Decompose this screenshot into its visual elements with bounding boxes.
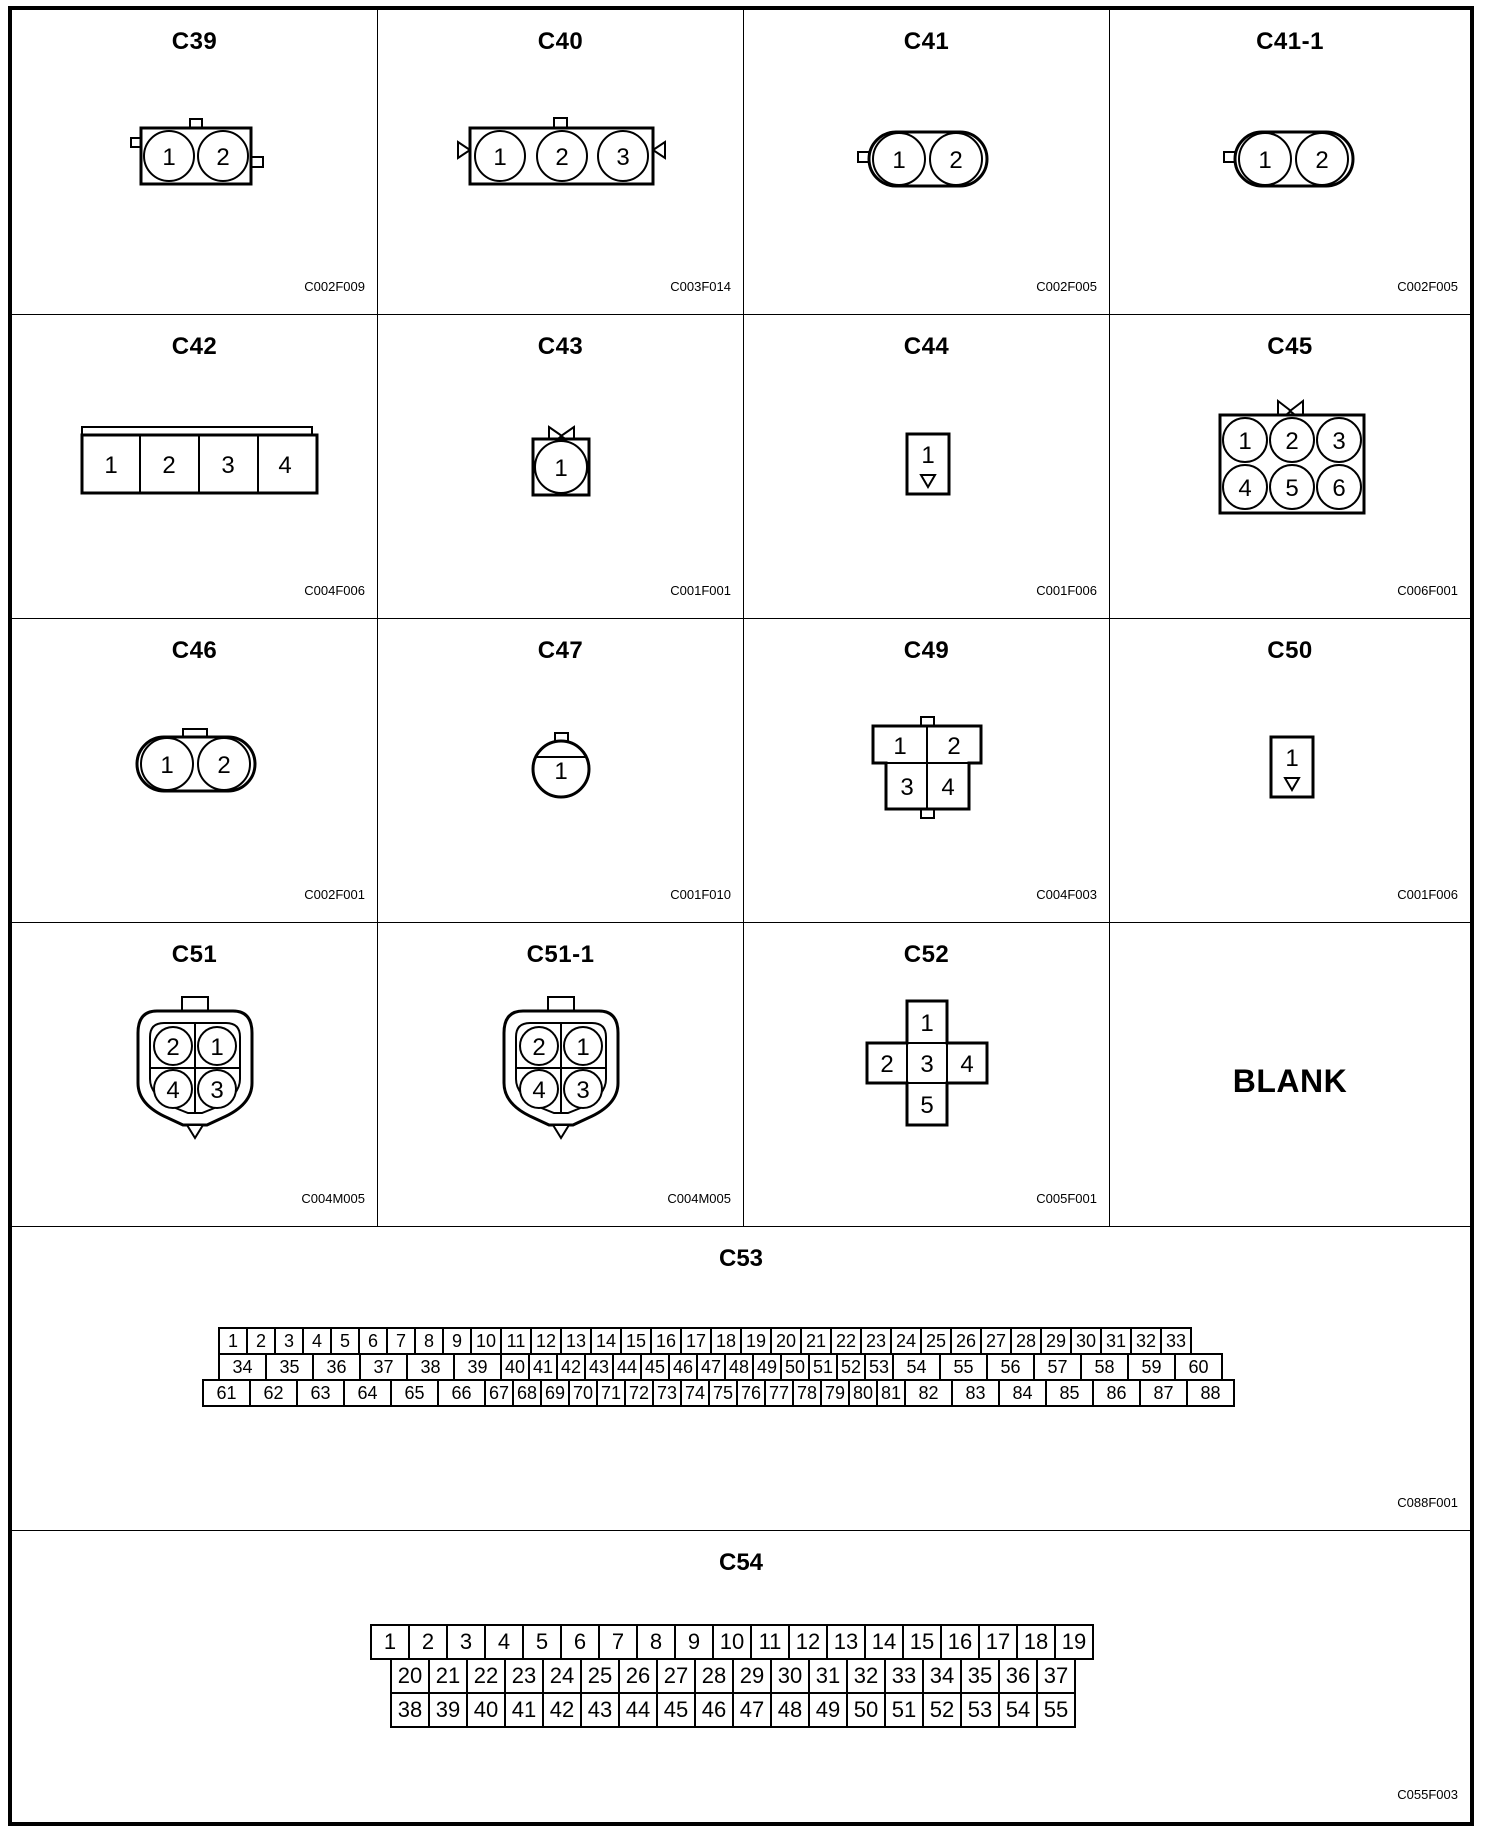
pin-5: 5 xyxy=(1285,475,1299,502)
part-code: C006F001 xyxy=(1397,583,1458,598)
pin-31: 31 xyxy=(808,1658,848,1694)
connector-label: C52 xyxy=(903,941,950,968)
pin-80: 80 xyxy=(848,1379,878,1407)
pin-57: 57 xyxy=(1033,1353,1082,1381)
pin-32: 32 xyxy=(1130,1327,1162,1355)
pin-38: 38 xyxy=(406,1353,455,1381)
pin-1: 1 xyxy=(1238,428,1252,455)
pin-37: 37 xyxy=(359,1353,408,1381)
connector-c50 xyxy=(1109,618,1471,923)
connector-c51-face xyxy=(12,923,379,1228)
pin-1: 1 xyxy=(892,147,906,174)
pin-52: 52 xyxy=(922,1692,962,1728)
connector-label: C46 xyxy=(171,637,218,664)
pin-38: 38 xyxy=(390,1692,430,1728)
part-code: C002F001 xyxy=(304,887,365,902)
connector-c52 xyxy=(743,922,1110,1227)
connector-label: C53 xyxy=(718,1245,764,1272)
pin-1: 1 xyxy=(1258,147,1272,174)
connector-c40 xyxy=(377,9,744,315)
pin-48: 48 xyxy=(724,1353,754,1381)
pin-34: 34 xyxy=(922,1658,962,1694)
pin-2: 2 xyxy=(217,752,231,779)
pin-4: 4 xyxy=(532,1077,546,1104)
pin-45: 45 xyxy=(640,1353,670,1381)
pin-22: 22 xyxy=(466,1658,506,1694)
connector-c44 xyxy=(743,314,1110,619)
pin-2: 2 xyxy=(246,1327,276,1355)
pin-84: 84 xyxy=(998,1379,1047,1407)
pin-1: 1 xyxy=(218,1327,248,1355)
part-code: C002F009 xyxy=(304,279,365,294)
pin-72: 72 xyxy=(624,1379,654,1407)
pin-87: 87 xyxy=(1139,1379,1188,1407)
pin-2: 2 xyxy=(880,1051,894,1078)
connector-label: C49 xyxy=(903,637,950,664)
pin-2: 2 xyxy=(408,1624,448,1660)
pin-4: 4 xyxy=(484,1624,524,1660)
pin-76: 76 xyxy=(736,1379,766,1407)
pin-3: 3 xyxy=(576,1077,590,1104)
pin-44: 44 xyxy=(618,1692,658,1728)
blank-cell xyxy=(1109,922,1471,1227)
pin-41: 41 xyxy=(528,1353,558,1381)
pin-36: 36 xyxy=(312,1353,361,1381)
pin-37: 37 xyxy=(1036,1658,1076,1694)
pin-row-3 xyxy=(202,1379,1235,1407)
connector-c51-1 xyxy=(377,922,744,1227)
pin-row-3 xyxy=(390,1692,1076,1728)
part-code: C002F005 xyxy=(1397,279,1458,294)
part-code: C002F005 xyxy=(1036,279,1097,294)
pin-74: 74 xyxy=(680,1379,710,1407)
pin-9: 9 xyxy=(674,1624,714,1660)
connector-c41-face xyxy=(744,10,1111,316)
part-code: C003F014 xyxy=(670,279,731,294)
pin-75: 75 xyxy=(708,1379,738,1407)
pin-53: 53 xyxy=(864,1353,894,1381)
pin-50: 50 xyxy=(846,1692,886,1728)
pin-40: 40 xyxy=(466,1692,506,1728)
pin-28: 28 xyxy=(1010,1327,1042,1355)
pin-43: 43 xyxy=(580,1692,620,1728)
pin-3: 3 xyxy=(900,774,914,801)
pin-88: 88 xyxy=(1186,1379,1235,1407)
pin-3: 3 xyxy=(1332,428,1346,455)
pin-40: 40 xyxy=(500,1353,530,1381)
pin-55: 55 xyxy=(1036,1692,1076,1728)
pin-3: 3 xyxy=(274,1327,304,1355)
connector-label: C43 xyxy=(537,333,584,360)
pin-1: 1 xyxy=(893,733,907,760)
pin-15: 15 xyxy=(620,1327,652,1355)
connector-label: C39 xyxy=(171,28,218,55)
part-code: C001F006 xyxy=(1397,887,1458,902)
pin-67: 67 xyxy=(484,1379,514,1407)
connector-c47-face xyxy=(378,619,745,924)
connector-c40-face xyxy=(378,10,745,316)
connector-label: C42 xyxy=(171,333,218,360)
connector-c51 xyxy=(11,922,378,1227)
pin-55: 55 xyxy=(939,1353,988,1381)
pin-3: 3 xyxy=(210,1077,224,1104)
pin-3: 3 xyxy=(446,1624,486,1660)
pin-27: 27 xyxy=(980,1327,1012,1355)
pin-4: 4 xyxy=(960,1051,974,1078)
connector-label: C47 xyxy=(537,637,584,664)
pin-22: 22 xyxy=(830,1327,862,1355)
connector-c53 xyxy=(11,1226,1471,1531)
pin-23: 23 xyxy=(504,1658,544,1694)
connector-label: C41 xyxy=(903,28,950,55)
pin-24: 24 xyxy=(890,1327,922,1355)
pin-6: 6 xyxy=(560,1624,600,1660)
pin-79: 79 xyxy=(820,1379,850,1407)
pin-69: 69 xyxy=(540,1379,570,1407)
pin-1: 1 xyxy=(554,455,568,482)
pin-78: 78 xyxy=(792,1379,822,1407)
pin-48: 48 xyxy=(770,1692,810,1728)
connector-c45-face xyxy=(1110,315,1472,620)
pin-49: 49 xyxy=(752,1353,782,1381)
pin-32: 32 xyxy=(846,1658,886,1694)
connector-c44-face xyxy=(744,315,1111,620)
pin-31: 31 xyxy=(1100,1327,1132,1355)
pin-12: 12 xyxy=(788,1624,828,1660)
pin-46: 46 xyxy=(694,1692,734,1728)
pin-77: 77 xyxy=(764,1379,794,1407)
part-code: C004F006 xyxy=(304,583,365,598)
part-code: C001F010 xyxy=(670,887,731,902)
pin-58: 58 xyxy=(1080,1353,1129,1381)
pin-50: 50 xyxy=(780,1353,810,1381)
pin-18: 18 xyxy=(710,1327,742,1355)
pin-2: 2 xyxy=(947,733,961,760)
pin-7: 7 xyxy=(386,1327,416,1355)
pin-42: 42 xyxy=(556,1353,586,1381)
pin-29: 29 xyxy=(732,1658,772,1694)
connector-c54 xyxy=(11,1530,1471,1823)
pin-row-2 xyxy=(390,1658,1076,1694)
connector-c42 xyxy=(11,314,378,619)
pin-42: 42 xyxy=(542,1692,582,1728)
connector-c52-face xyxy=(744,923,1111,1228)
pin-2: 2 xyxy=(555,144,569,171)
pin-2: 2 xyxy=(1315,147,1329,174)
connector-c49-face xyxy=(744,619,1111,924)
part-code: C088F001 xyxy=(1397,1495,1458,1510)
part-code: C001F001 xyxy=(670,583,731,598)
pin-4: 4 xyxy=(278,452,292,479)
pin-8: 8 xyxy=(636,1624,676,1660)
pin-4: 4 xyxy=(166,1077,180,1104)
pin-35: 35 xyxy=(960,1658,1000,1694)
pin-1: 1 xyxy=(554,758,568,785)
pin-27: 27 xyxy=(656,1658,696,1694)
connector-c43 xyxy=(377,314,744,619)
pin-26: 26 xyxy=(618,1658,658,1694)
part-code: C004M005 xyxy=(667,1191,731,1206)
pin-70: 70 xyxy=(568,1379,598,1407)
pin-65: 65 xyxy=(390,1379,439,1407)
pin-1: 1 xyxy=(210,1034,224,1061)
connector-c41-1 xyxy=(1109,9,1471,315)
pin-33: 33 xyxy=(1160,1327,1192,1355)
pin-44: 44 xyxy=(612,1353,642,1381)
pin-41: 41 xyxy=(504,1692,544,1728)
connector-c46-face xyxy=(12,619,379,924)
pin-3: 3 xyxy=(920,1051,934,1078)
connector-c39 xyxy=(11,9,378,315)
pin-3: 3 xyxy=(221,452,235,479)
connector-label: C40 xyxy=(537,28,584,55)
pin-59: 59 xyxy=(1127,1353,1176,1381)
pin-6: 6 xyxy=(1332,475,1346,502)
pin-25: 25 xyxy=(580,1658,620,1694)
pin-10: 10 xyxy=(712,1624,752,1660)
pin-1: 1 xyxy=(576,1034,590,1061)
connector-label: C51 xyxy=(171,941,218,968)
pin-9: 9 xyxy=(442,1327,472,1355)
pin-row-1 xyxy=(218,1327,1192,1355)
pin-54: 54 xyxy=(998,1692,1038,1728)
pin-2: 2 xyxy=(1285,428,1299,455)
pin-53: 53 xyxy=(960,1692,1000,1728)
pin-16: 16 xyxy=(940,1624,980,1660)
pin-47: 47 xyxy=(696,1353,726,1381)
pin-25: 25 xyxy=(920,1327,952,1355)
pin-1: 1 xyxy=(104,452,118,479)
pin-47: 47 xyxy=(732,1692,772,1728)
pin-11: 11 xyxy=(500,1327,532,1355)
pin-17: 17 xyxy=(680,1327,712,1355)
connector-c51-1-face xyxy=(378,923,745,1228)
pin-30: 30 xyxy=(1070,1327,1102,1355)
pin-2: 2 xyxy=(166,1034,180,1061)
connector-sheet xyxy=(8,6,1474,1826)
pin-52: 52 xyxy=(836,1353,866,1381)
pin-1: 1 xyxy=(370,1624,410,1660)
pin-73: 73 xyxy=(652,1379,682,1407)
pin-16: 16 xyxy=(650,1327,682,1355)
pin-30: 30 xyxy=(770,1658,810,1694)
part-code: C005F001 xyxy=(1036,1191,1097,1206)
pin-46: 46 xyxy=(668,1353,698,1381)
pin-85: 85 xyxy=(1045,1379,1094,1407)
pin-81: 81 xyxy=(876,1379,906,1407)
connector-c47 xyxy=(377,618,744,923)
pin-14: 14 xyxy=(864,1624,904,1660)
pin-6: 6 xyxy=(358,1327,388,1355)
pin-68: 68 xyxy=(512,1379,542,1407)
pin-33: 33 xyxy=(884,1658,924,1694)
pin-5: 5 xyxy=(522,1624,562,1660)
pin-row-2 xyxy=(218,1353,1223,1381)
pin-26: 26 xyxy=(950,1327,982,1355)
pin-64: 64 xyxy=(343,1379,392,1407)
pin-86: 86 xyxy=(1092,1379,1141,1407)
pin-83: 83 xyxy=(951,1379,1000,1407)
pin-34: 34 xyxy=(218,1353,267,1381)
pin-66: 66 xyxy=(437,1379,486,1407)
part-code: C004M005 xyxy=(301,1191,365,1206)
pin-18: 18 xyxy=(1016,1624,1056,1660)
pin-63: 63 xyxy=(296,1379,345,1407)
pin-10: 10 xyxy=(470,1327,502,1355)
pin-20: 20 xyxy=(770,1327,802,1355)
pin-2: 2 xyxy=(216,144,230,171)
pin-row-1 xyxy=(370,1624,1094,1660)
connector-label: C45 xyxy=(1267,333,1313,360)
pin-12: 12 xyxy=(530,1327,562,1355)
pin-15: 15 xyxy=(902,1624,942,1660)
pin-28: 28 xyxy=(694,1658,734,1694)
pin-56: 56 xyxy=(986,1353,1035,1381)
pin-2: 2 xyxy=(949,147,963,174)
pin-19: 19 xyxy=(1054,1624,1094,1660)
connector-c43-face xyxy=(378,315,745,620)
connector-label: C44 xyxy=(903,333,950,360)
pin-17: 17 xyxy=(978,1624,1018,1660)
blank-label: BLANK xyxy=(1232,1063,1348,1099)
pin-23: 23 xyxy=(860,1327,892,1355)
pin-5: 5 xyxy=(330,1327,360,1355)
pin-7: 7 xyxy=(598,1624,638,1660)
pin-1: 1 xyxy=(1285,745,1299,772)
pin-1: 1 xyxy=(162,144,176,171)
pin-54: 54 xyxy=(892,1353,941,1381)
pin-39: 39 xyxy=(428,1692,468,1728)
pin-13: 13 xyxy=(826,1624,866,1660)
pin-49: 49 xyxy=(808,1692,848,1728)
pin-14: 14 xyxy=(590,1327,622,1355)
pin-1: 1 xyxy=(920,1010,934,1037)
pin-35: 35 xyxy=(265,1353,314,1381)
connector-label: C54 xyxy=(718,1549,764,1576)
pin-5: 5 xyxy=(920,1092,934,1119)
connector-label: C41-1 xyxy=(1256,28,1324,55)
pin-39: 39 xyxy=(453,1353,502,1381)
pin-1: 1 xyxy=(493,144,507,171)
pin-1: 1 xyxy=(921,442,935,469)
pin-4: 4 xyxy=(941,774,955,801)
pin-21: 21 xyxy=(428,1658,468,1694)
connector-c41-1-face xyxy=(1110,10,1472,316)
connector-c41 xyxy=(743,9,1110,315)
connector-c42-face xyxy=(12,315,379,620)
pin-24: 24 xyxy=(542,1658,582,1694)
pin-2: 2 xyxy=(532,1034,546,1061)
pin-61: 61 xyxy=(202,1379,251,1407)
pin-4: 4 xyxy=(302,1327,332,1355)
part-code: C055F003 xyxy=(1397,1787,1458,1802)
connector-c46 xyxy=(11,618,378,923)
pin-51: 51 xyxy=(884,1692,924,1728)
pin-36: 36 xyxy=(998,1658,1038,1694)
connector-c49 xyxy=(743,618,1110,923)
connector-c39-face xyxy=(12,10,379,316)
pin-71: 71 xyxy=(596,1379,626,1407)
pin-3: 3 xyxy=(616,144,630,171)
pin-4: 4 xyxy=(1238,475,1252,502)
pin-62: 62 xyxy=(249,1379,298,1407)
connector-label: C51-1 xyxy=(526,941,595,968)
pin-20: 20 xyxy=(390,1658,430,1694)
pin-21: 21 xyxy=(800,1327,832,1355)
pin-13: 13 xyxy=(560,1327,592,1355)
connector-c50-face xyxy=(1110,619,1472,924)
connector-label: C50 xyxy=(1267,637,1313,664)
pin-45: 45 xyxy=(656,1692,696,1728)
pin-11: 11 xyxy=(750,1624,790,1660)
pin-19: 19 xyxy=(740,1327,772,1355)
pin-1: 1 xyxy=(160,752,174,779)
pin-60: 60 xyxy=(1174,1353,1223,1381)
pin-82: 82 xyxy=(904,1379,953,1407)
pin-29: 29 xyxy=(1040,1327,1072,1355)
pin-8: 8 xyxy=(414,1327,444,1355)
pin-2: 2 xyxy=(162,452,176,479)
part-code: C001F006 xyxy=(1036,583,1097,598)
connector-c45 xyxy=(1109,314,1471,619)
pin-51: 51 xyxy=(808,1353,838,1381)
part-code: C004F003 xyxy=(1036,887,1097,902)
pin-43: 43 xyxy=(584,1353,614,1381)
